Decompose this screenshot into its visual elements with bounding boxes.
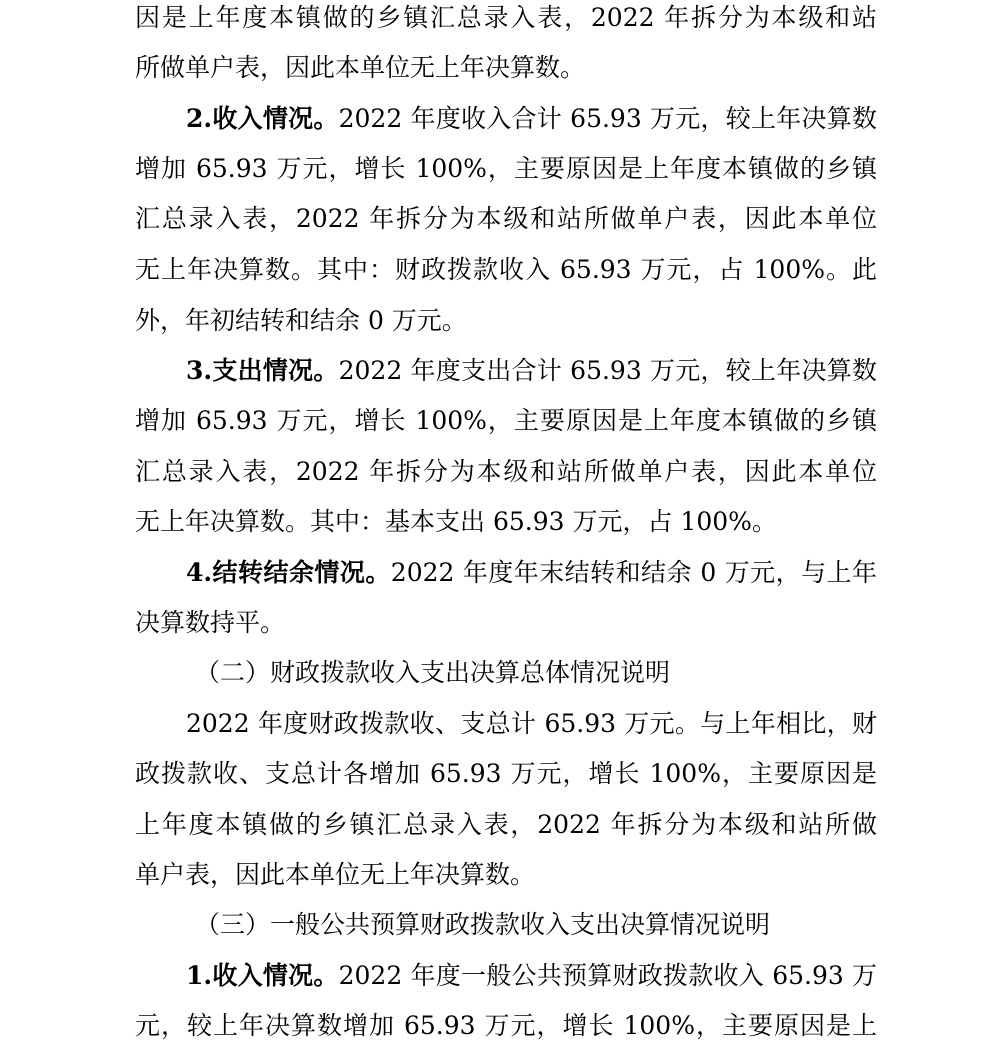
paragraph-first-line: [135, 94, 877, 144]
text-line: 无上年决算数。其中：财政拨款收入 65.93 万元，占 100%。此: [135, 255, 877, 284]
section-heading: （二）财政拨款收入支出决算总体情况说明: [195, 658, 671, 687]
item-heading: 1.收入情况。: [186, 961, 339, 990]
item-heading: 3.支出情况。: [186, 356, 339, 385]
paragraph-first-line: [135, 951, 877, 1001]
paragraph-first-line: [135, 346, 877, 396]
section-heading: （三）一般公共预算财政拨款收入支出决算情况说明: [195, 910, 771, 939]
text-line: 汇总录入表，2022 年拆分为本级和站所做单户表，因此本单位: [135, 457, 877, 486]
paragraph-first-line: [135, 548, 877, 598]
paragraph-first-line: 2022 年度财政拨款收、支总计 65.93 万元。与上年相比，财: [186, 709, 877, 738]
text-line: 2022 年度支出合计 65.93 万元，较上年决算数: [338, 356, 877, 385]
text-line: 无上年决算数。其中：基本支出 65.93 万元，占 100%。: [135, 507, 777, 536]
text-line: 增加 65.93 万元，增长 100%，主要原因是上年度本镇做的乡镇: [135, 154, 877, 183]
text-line: 2022 年度收入合计 65.93 万元，较上年决算数: [338, 104, 877, 133]
item-heading: 4.结转结余情况。: [186, 558, 391, 587]
text-line: 汇总录入表，2022 年拆分为本级和站所做单户表，因此本单位: [135, 204, 877, 233]
text-line: 因是上年度本镇做的乡镇汇总录入表，2022 年拆分为本级和站: [135, 3, 877, 32]
text-line: 单户表，因此本单位无上年决算数。: [135, 860, 536, 889]
text-line: 外，年初结转和结余 0 万元。: [135, 306, 467, 335]
text-line: 决算数持平。: [135, 608, 286, 637]
text-line: 元，较上年决算数增加 65.93 万元，增长 100%，主要原因是上: [135, 1011, 877, 1040]
text-line: 2022 年度年末结转和结余 0 万元，与上年: [390, 558, 877, 587]
item-heading: 2.收入情况。: [186, 104, 339, 133]
text-line: 上年度本镇做的乡镇汇总录入表，2022 年拆分为本级和站所做: [135, 810, 877, 839]
text-line: 政拨款收、支总计各增加 65.93 万元，增长 100%，主要原因是: [135, 759, 877, 788]
text-line: 2022 年度一般公共预算财政拨款收入 65.93 万: [338, 961, 877, 990]
text-line: 增加 65.93 万元，增长 100%，主要原因是上年度本镇做的乡镇: [135, 406, 877, 435]
text-line: 所做单户表，因此本单位无上年决算数。: [135, 53, 586, 82]
